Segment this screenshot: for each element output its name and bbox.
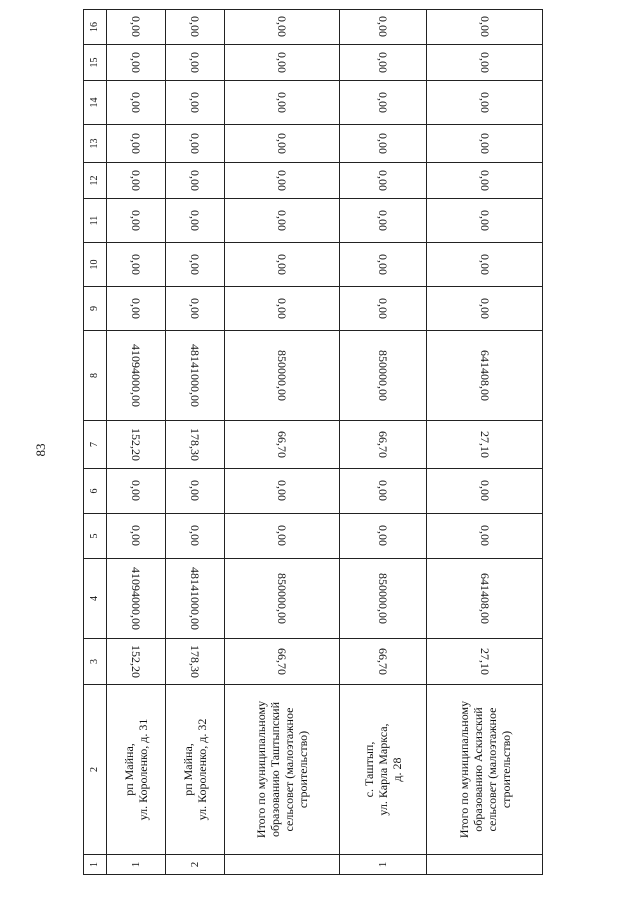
value-text: 0,00	[477, 480, 492, 502]
value-cell-col8	[165, 331, 224, 421]
value-text: 0,00	[187, 480, 202, 502]
value-cell-col13	[165, 125, 224, 163]
value-cell-col5	[340, 514, 427, 559]
value-cell-col9	[165, 287, 224, 331]
value-cell-col11	[165, 199, 224, 243]
header-cell: 11	[84, 199, 107, 243]
value-cell-col15	[165, 45, 224, 81]
value-cell-col15	[427, 45, 543, 81]
header-row	[84, 10, 107, 875]
value-cell-col14	[224, 81, 340, 125]
value-text: 0,00	[477, 254, 492, 275]
address-line-2: ул. Короленко, д. 31	[135, 718, 150, 821]
value-cell-col11	[224, 199, 340, 243]
address-line-1: рп Майна,	[180, 743, 195, 796]
value-text: 0,00	[274, 254, 289, 275]
header-cell: 8	[84, 331, 107, 421]
value-cell-col10	[340, 243, 427, 287]
address-cell	[427, 685, 543, 855]
value-text: 0,00	[274, 170, 289, 191]
value-text: 0,00	[187, 210, 202, 231]
value-cell-col16	[340, 10, 427, 45]
value-cell-col8	[340, 331, 427, 421]
value-cell-col6	[165, 469, 224, 514]
value-text: 0,00	[477, 298, 492, 319]
value-cell-col3	[107, 639, 166, 685]
header-cell: 5	[84, 514, 107, 559]
value-cell-col14	[107, 81, 166, 125]
header-cell: 4	[84, 559, 107, 639]
page-number: 83	[33, 443, 48, 457]
row-index-cell: 2	[165, 855, 224, 875]
address-line-4: строительство)	[498, 730, 513, 809]
address-line-1: с. Таштып,	[362, 741, 377, 798]
value-text: 0,00	[274, 133, 289, 154]
value-cell-col8	[427, 331, 543, 421]
value-text: 850000,00	[376, 350, 391, 401]
row-index-cell	[224, 855, 340, 875]
value-text: 0,00	[477, 133, 492, 154]
value-text: 0,00	[128, 16, 143, 38]
table-row	[165, 10, 224, 875]
value-text: 0,00	[376, 16, 391, 38]
value-cell-col16	[107, 10, 166, 45]
value-text: 641408,00	[477, 350, 492, 401]
value-text: 0,00	[187, 16, 202, 38]
value-text: 0,00	[187, 92, 202, 113]
value-text: 0,00	[274, 92, 289, 113]
value-text: 0,00	[274, 298, 289, 319]
row-index-cell	[427, 855, 543, 875]
value-text: 850000,00	[274, 573, 289, 624]
value-text: 66,70	[274, 431, 289, 458]
value-text: 0,00	[187, 254, 202, 275]
header-cell: 16	[84, 10, 107, 45]
value-cell-col7	[340, 421, 427, 469]
value-text: 0,00	[187, 170, 202, 191]
row-index-cell: 1	[107, 855, 166, 875]
value-cell-col7	[224, 421, 340, 469]
address-line-3: сельсовет (малоэтажное	[281, 707, 296, 832]
value-text: 0,00	[376, 92, 391, 113]
value-cell-col3	[224, 639, 340, 685]
value-text: 0,00	[128, 254, 143, 275]
value-cell-col9	[107, 287, 166, 331]
value-text: 27,10	[477, 431, 492, 458]
value-cell-col12	[340, 163, 427, 199]
value-cell-col7	[427, 421, 543, 469]
address-line-2: образованию Таштыпский	[267, 701, 282, 838]
value-text: 0,00	[187, 133, 202, 154]
address-cell	[107, 685, 166, 855]
value-text: 0,00	[477, 16, 492, 38]
value-cell-col13	[107, 125, 166, 163]
value-text: 0,00	[128, 133, 143, 154]
value-cell-col12	[107, 163, 166, 199]
value-text: 0,00	[274, 52, 289, 73]
value-cell-col3	[340, 639, 427, 685]
value-cell-col5	[427, 514, 543, 559]
data-table	[83, 9, 543, 875]
value-cell-col6	[224, 469, 340, 514]
value-text: 0,00	[376, 525, 391, 547]
value-cell-col10	[224, 243, 340, 287]
value-text: 48141000,00	[187, 567, 202, 630]
value-cell-col15	[340, 45, 427, 81]
value-text: 0,00	[274, 16, 289, 38]
row-index-cell: 1	[340, 855, 427, 875]
value-cell-col9	[224, 287, 340, 331]
value-cell-col4	[340, 559, 427, 639]
value-cell-col11	[340, 199, 427, 243]
value-text: 66,70	[274, 648, 289, 675]
value-text: 0,00	[376, 170, 391, 191]
value-cell-col4	[107, 559, 166, 639]
value-text: 41094000,00	[128, 567, 143, 630]
value-text: 178,30	[187, 428, 202, 461]
value-cell-col5	[224, 514, 340, 559]
value-text: 0,00	[274, 210, 289, 231]
value-text: 0,00	[128, 92, 143, 113]
value-cell-col16	[165, 10, 224, 45]
value-text: 41094000,00	[128, 344, 143, 407]
header-cell: 14	[84, 81, 107, 125]
value-text: 0,00	[376, 298, 391, 319]
value-text: 0,00	[187, 52, 202, 73]
value-text: 0,00	[274, 480, 289, 502]
value-text: 0,00	[477, 92, 492, 113]
rotated-table-wrapper	[83, 16, 543, 875]
value-cell-col11	[107, 199, 166, 243]
value-cell-col13	[340, 125, 427, 163]
address-line-3: сельсовет (малоэтажное	[484, 707, 499, 832]
table-row	[107, 10, 166, 875]
value-cell-col10	[165, 243, 224, 287]
value-text: 0,00	[187, 525, 202, 547]
value-cell-col9	[427, 287, 543, 331]
value-cell-col6	[340, 469, 427, 514]
value-cell-col14	[427, 81, 543, 125]
value-cell-col7	[165, 421, 224, 469]
address-line-3: д. 28	[390, 757, 405, 782]
value-text: 0,00	[477, 525, 492, 547]
value-cell-col16	[427, 10, 543, 45]
value-text: 0,00	[376, 210, 391, 231]
value-cell-col12	[165, 163, 224, 199]
value-cell-col4	[224, 559, 340, 639]
value-cell-col10	[427, 243, 543, 287]
value-text: 0,00	[477, 52, 492, 73]
value-cell-col12	[427, 163, 543, 199]
value-cell-col4	[165, 559, 224, 639]
value-text: 0,00	[128, 170, 143, 191]
value-text: 0,00	[128, 52, 143, 73]
value-cell-col11	[427, 199, 543, 243]
value-text: 850000,00	[274, 350, 289, 401]
address-line-2: ул. Короленко, д. 32	[194, 718, 209, 821]
value-text: 0,00	[376, 480, 391, 502]
value-cell-col8	[107, 331, 166, 421]
address-line-1: Итого по муниципальному	[456, 700, 471, 839]
table-row	[340, 10, 427, 875]
value-cell-col14	[340, 81, 427, 125]
header-cell: 12	[84, 163, 107, 199]
value-cell-col6	[427, 469, 543, 514]
value-cell-col10	[107, 243, 166, 287]
value-text: 0,00	[128, 525, 143, 547]
value-text: 0,00	[274, 525, 289, 547]
address-line-2: образованию Аскизский	[470, 707, 485, 832]
value-cell-col15	[224, 45, 340, 81]
header-cell: 6	[84, 469, 107, 514]
header-cell: 7	[84, 421, 107, 469]
address-line-1: Итого по муниципальному	[253, 700, 268, 839]
value-text: 0,00	[128, 210, 143, 231]
address-line-2: ул. Карла Маркса,	[376, 723, 391, 816]
table-row	[224, 10, 340, 875]
value-text: 152,20	[128, 428, 143, 461]
value-text: 0,00	[187, 298, 202, 319]
value-cell-col5	[107, 514, 166, 559]
value-text: 66,70	[376, 648, 391, 675]
table-row	[427, 10, 543, 875]
value-cell-col13	[427, 125, 543, 163]
value-text: 27,10	[477, 648, 492, 675]
address-line-4: строительство)	[295, 730, 310, 809]
header-cell: 15	[84, 45, 107, 81]
table-body	[84, 10, 543, 875]
value-cell-col3	[165, 639, 224, 685]
value-text: 850000,00	[376, 573, 391, 624]
value-cell-col8	[224, 331, 340, 421]
value-cell-col4	[427, 559, 543, 639]
value-cell-col15	[107, 45, 166, 81]
value-text: 0,00	[376, 52, 391, 73]
value-text: 0,00	[128, 480, 143, 502]
value-text: 152,20	[128, 645, 143, 678]
address-cell	[224, 685, 340, 855]
value-text: 641408,00	[477, 573, 492, 624]
value-text: 0,00	[376, 254, 391, 275]
header-cell: 9	[84, 287, 107, 331]
value-cell-col5	[165, 514, 224, 559]
value-text: 178,30	[187, 645, 202, 678]
value-cell-col7	[107, 421, 166, 469]
value-cell-col9	[340, 287, 427, 331]
header-cell: 3	[84, 639, 107, 685]
value-cell-col16	[224, 10, 340, 45]
value-text: 0,00	[477, 170, 492, 191]
header-cell: 1	[84, 855, 107, 875]
address-line-1: рп Майна,	[121, 743, 136, 796]
value-cell-col3	[427, 639, 543, 685]
value-text: 48141000,00	[187, 344, 202, 407]
header-cell: 2	[84, 685, 107, 855]
value-cell-col12	[224, 163, 340, 199]
value-text: 0,00	[376, 133, 391, 154]
value-text: 0,00	[128, 298, 143, 319]
value-text: 0,00	[477, 210, 492, 231]
value-text: 66,70	[376, 431, 391, 458]
address-cell	[340, 685, 427, 855]
header-cell: 13	[84, 125, 107, 163]
value-cell-col14	[165, 81, 224, 125]
value-cell-col6	[107, 469, 166, 514]
address-cell	[165, 685, 224, 855]
header-cell: 10	[84, 243, 107, 287]
value-cell-col13	[224, 125, 340, 163]
